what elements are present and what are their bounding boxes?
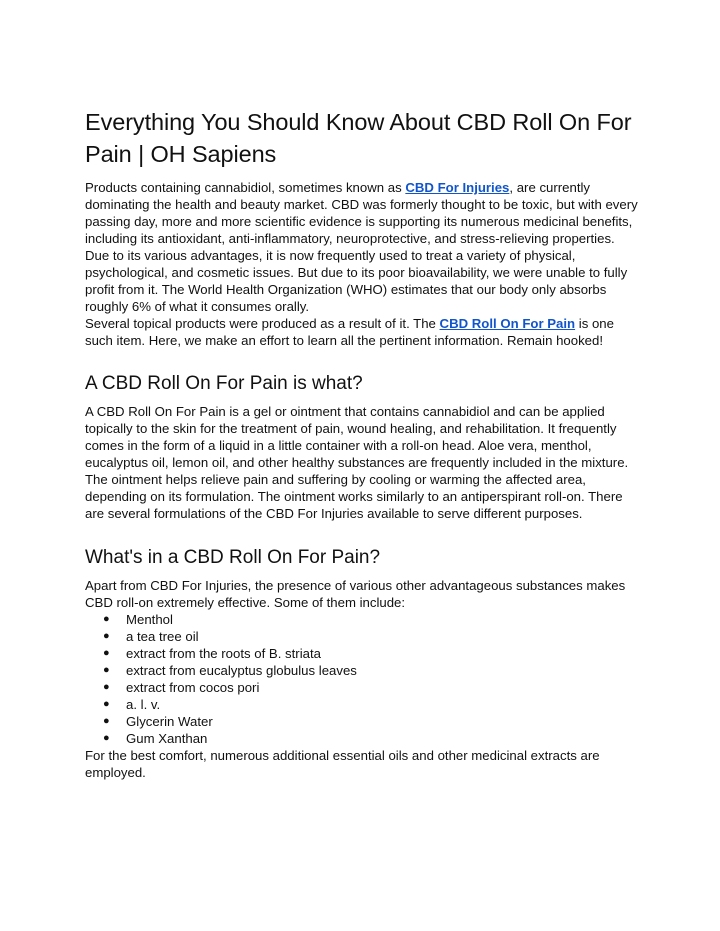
cbd-roll-on-for-pain-link[interactable]: CBD Roll On For Pain (439, 316, 576, 331)
intro-paragraph-2 (85, 315, 640, 349)
section-body-what-is: A CBD Roll On For Pain is a gel or ointment that contains cannabidiol and can be applied topically to the skin for the treatment of pain, wound healing, and rehabilitation. It frequently comes in the form of a liquid in a little container with a roll-on head. Aloe vera, menthol, eucalyptus oil, lemon oil, and other healthy substances are frequently included in the mixture. The ointment helps relieve pain and suffering by cooling or warming the affected area, depending on its formulation. The ointment works similarly to an antiperspirant roll-on. There are several formulations of the CBD For Injuries available to serve different purposes. (85, 404, 629, 521)
list-item-text: extract from cocos pori (126, 680, 260, 695)
intro-text-2a: Several topical products were produced as a result of it. The (85, 316, 440, 331)
list-item (103, 713, 640, 730)
bullet-icon: ● (103, 732, 110, 744)
list-item (103, 696, 640, 713)
bullet-icon: ● (103, 664, 110, 676)
list-item-text: extract from the roots of B. striata (126, 646, 321, 661)
bullet-icon: ● (103, 681, 110, 693)
bullet-icon: ● (103, 613, 110, 625)
list-item-text: extract from eucalyptus globulus leaves (126, 663, 357, 678)
list-item-text: Gum Xanthan (126, 731, 208, 746)
bullet-icon: ● (103, 630, 110, 642)
list-item (103, 611, 640, 628)
list-item (103, 679, 640, 696)
section-what-is (85, 372, 640, 522)
list-item-text: Glycerin Water (126, 714, 213, 729)
intro-paragraph-1 (85, 179, 640, 315)
section-heading-ingredients: What's in a CBD Roll On For Pain? (85, 547, 381, 568)
list-item-text: a tea tree oil (126, 629, 199, 644)
cbd-for-injuries-link[interactable]: CBD For Injuries (405, 180, 510, 195)
section-ingredients (85, 546, 640, 781)
page-title: Everything You Should Know About CBD Roll On For Pain | OH Sapiens (85, 109, 632, 167)
section-intro-ingredients: Apart from CBD For Injuries, the presence of various other advantageous substances makes CBD roll-on extremely effective. Some of them include: (85, 578, 626, 610)
intro-text-2b: is one such item. Here, we make an effort to learn all the pertinent information. Remain hooked! (85, 316, 614, 348)
bullet-icon: ● (103, 698, 110, 710)
list-item (103, 730, 640, 747)
intro-text-1a: Products containing cannabidiol, sometimes known as (85, 180, 406, 195)
section-heading-what-is: A CBD Roll On For Pain is what? (85, 373, 363, 394)
list-item (103, 628, 640, 645)
list-item (103, 662, 640, 679)
list-item-text: Menthol (126, 612, 173, 627)
ingredient-list (85, 611, 640, 747)
list-item (103, 645, 640, 662)
bullet-icon: ● (103, 715, 110, 727)
list-item-text: a. l. v. (126, 697, 161, 712)
bullet-icon: ● (103, 647, 110, 659)
document-page (85, 106, 640, 781)
intro-text-1b: , are currently dominating the health and beauty market. CBD was formerly thought to be toxic, but with every passing day, more and more scientific evidence is supporting its numerous medicinal benefits, including its antioxidant, anti-inflammatory, neuroprotective, and stress-relieving properties. Due to its various advantages, it is now frequently used to treat a variety of physical, psychological, and cosmetic issues. But due to its poor bioavailability, we were unable to fully profit from it. The World Health Organization (WHO) estimates that our body only absorbs roughly 6% of what it consumes orally. (85, 180, 638, 314)
section-outro-ingredients: For the best comfort, numerous additional essential oils and other medicinal extracts are employed. (85, 748, 600, 780)
